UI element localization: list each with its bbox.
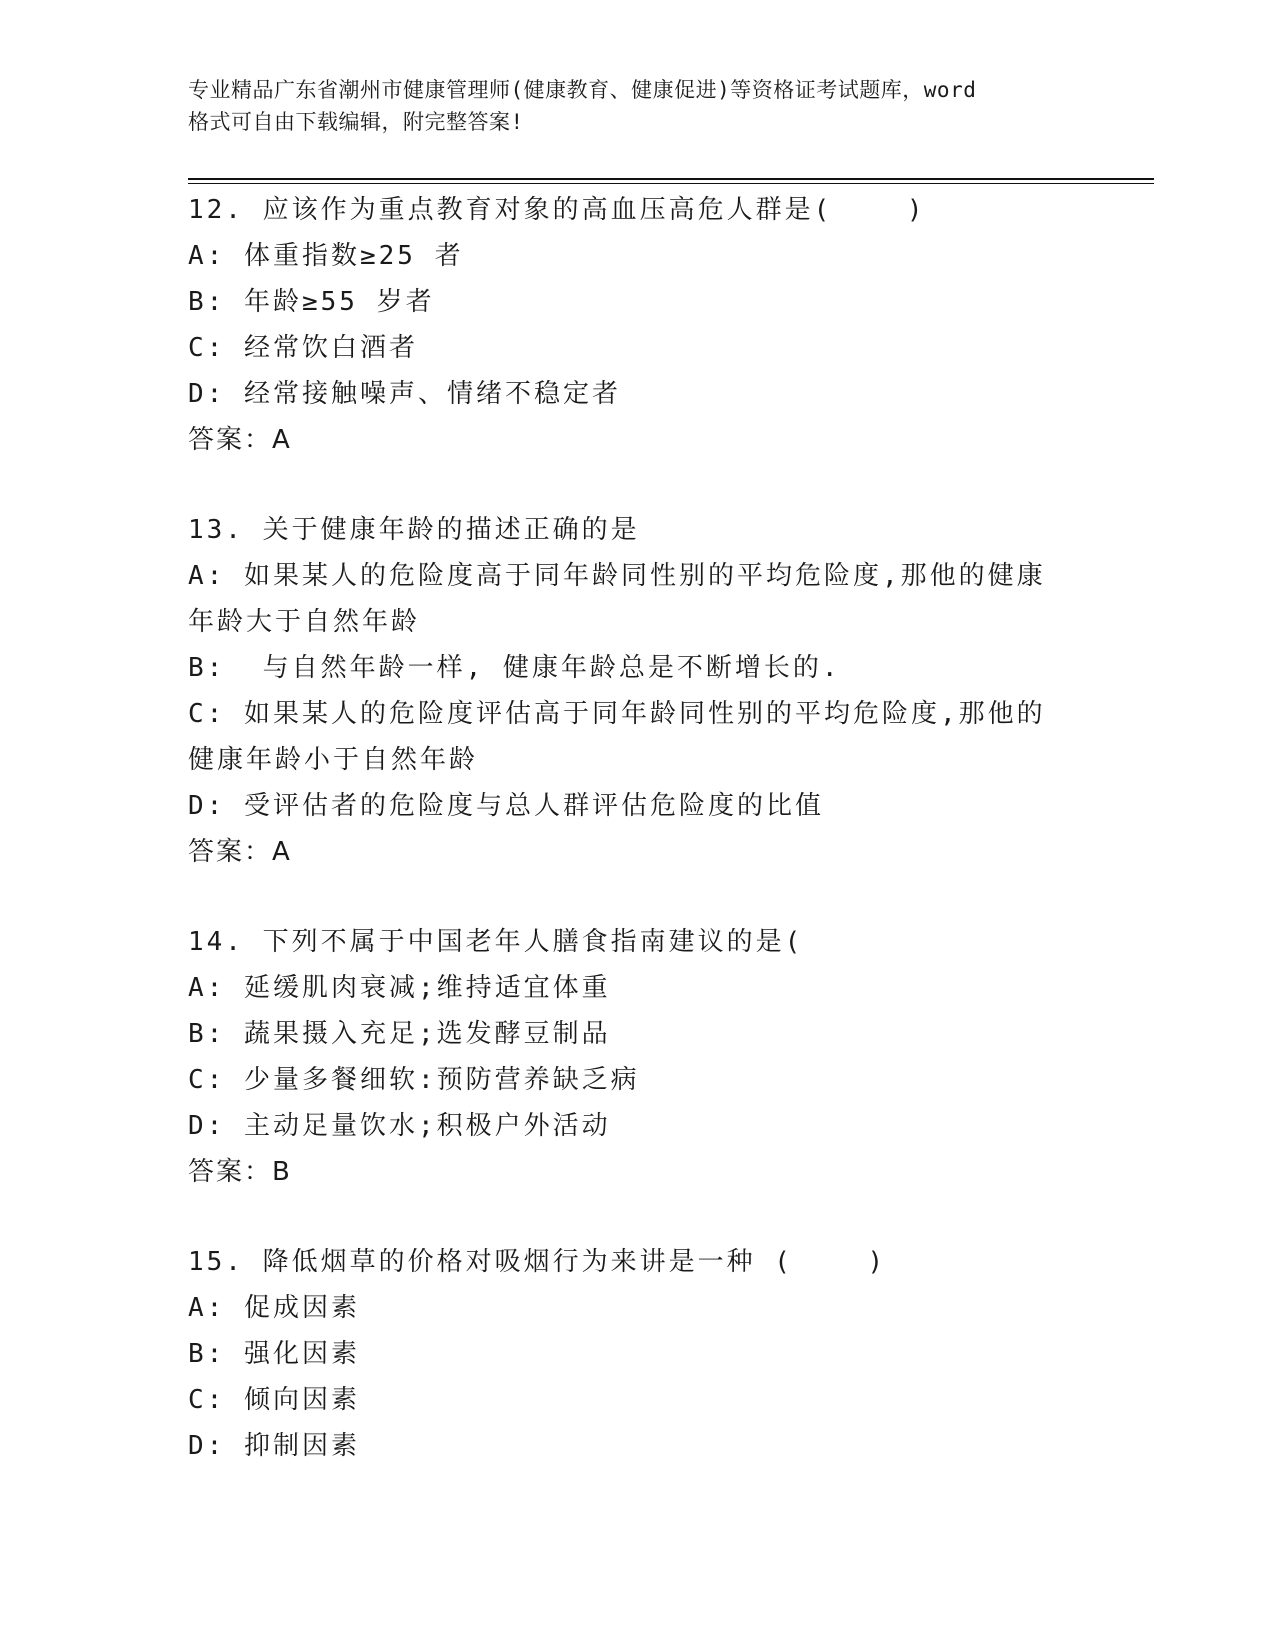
option-a: A: 如果某人的危险度高于同年龄同性别的平均危险度,那他的健康年龄大于自然年龄 — [188, 561, 1046, 637]
option-b: B: 蔬果摄入充足;选发酵豆制品 — [188, 1019, 611, 1049]
question-12 — [188, 187, 1068, 463]
option-c: C: 少量多餐细软:预防营养缺乏病 — [188, 1065, 640, 1095]
question-13 — [188, 507, 1068, 875]
option-b: B: 与自然年龄一样, 健康年龄总是不断增长的. — [188, 653, 841, 683]
option-a: A: 体重指数≥25 者 — [188, 241, 464, 271]
header-divider-thin — [188, 183, 1154, 184]
header-line-1: 专业精品广东省潮州市健康管理师(健康教育、健康促进)等资格证考试题库，word — [188, 78, 977, 102]
answer-label: 答案：A — [188, 425, 292, 455]
answer-label: 答案：A — [188, 837, 292, 867]
question-list — [188, 187, 1068, 1513]
question-stem: 12. 应该作为重点教育对象的高血压高危人群是( ) — [188, 195, 926, 225]
question-14 — [188, 919, 1068, 1195]
option-a: A: 促成因素 — [188, 1293, 360, 1323]
option-d: D: 经常接触噪声、情绪不稳定者 — [188, 379, 621, 409]
document-header — [188, 74, 1088, 138]
header-line-2: 格式可自由下载编辑，附完整答案! — [188, 110, 524, 134]
header-divider-thick — [188, 178, 1154, 180]
question-stem: 14. 下列不属于中国老年人膳食指南建议的是( — [188, 927, 804, 957]
option-b: B: 强化因素 — [188, 1339, 360, 1369]
question-stem: 15. 降低烟草的价格对吸烟行为来讲是一种 ( ) — [188, 1247, 887, 1277]
option-c: C: 经常饮白酒者 — [188, 333, 418, 363]
option-c: C: 倾向因素 — [188, 1385, 360, 1415]
option-a: A: 延缓肌肉衰减;维持适宜体重 — [188, 973, 611, 1003]
option-c: C: 如果某人的危险度评估高于同年龄同性别的平均危险度,那他的健康年龄小于自然年龄 — [188, 699, 1046, 775]
option-d: D: 抑制因素 — [188, 1431, 360, 1461]
answer-label: 答案：B — [188, 1157, 292, 1187]
question-stem: 13. 关于健康年龄的描述正确的是 — [188, 515, 640, 545]
option-d: D: 主动足量饮水;积极户外活动 — [188, 1111, 611, 1141]
question-15 — [188, 1239, 1068, 1469]
option-d: D: 受评估者的危险度与总人群评估危险度的比值 — [188, 791, 824, 821]
option-b: B: 年龄≥55 岁者 — [188, 287, 435, 317]
